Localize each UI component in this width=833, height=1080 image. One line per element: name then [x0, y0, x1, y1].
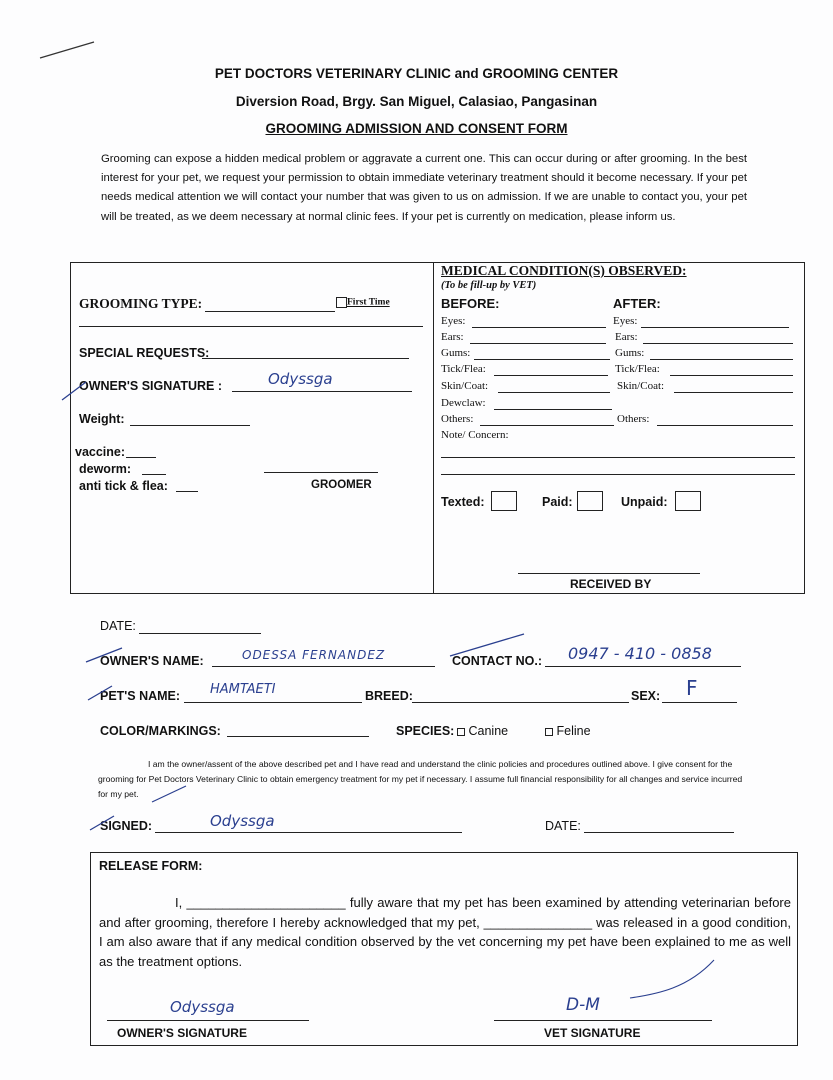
color-markings-field[interactable]	[227, 736, 369, 737]
weight-label: Weight:	[79, 412, 125, 426]
before-field[interactable]	[494, 409, 612, 410]
before-field[interactable]	[480, 425, 614, 426]
after-field[interactable]	[674, 392, 793, 393]
after-field[interactable]	[650, 359, 793, 360]
check-mark	[86, 680, 116, 704]
check-mark	[448, 630, 528, 660]
form-title: GROOMING ADMISSION AND CONSENT FORM	[265, 121, 568, 136]
release-paragraph: I, ______________________ fully aware that my pet has been examined by attending veterinarian before and after grooming, therefore I hereby acknowledged that my pet, _______________ was released in a good condition, I am also aware that if any medical condition observed by the vet concerning my pet have been explained to me as well as the treatment options.	[99, 895, 791, 969]
before-field[interactable]	[494, 375, 608, 376]
sex-field[interactable]	[662, 702, 737, 703]
check-mark	[60, 378, 90, 404]
owner-name-field[interactable]	[212, 666, 435, 667]
grooming-type-label: GROOMING TYPE:	[79, 296, 203, 311]
contact-handwriting: 0947 - 410 - 0858	[568, 644, 712, 663]
deworm-label: deworm:	[79, 462, 132, 476]
release-owner-signature-handwriting: Odyssga	[170, 998, 235, 1016]
owner-signature-field[interactable]	[232, 391, 412, 392]
check-mark	[150, 782, 190, 806]
date-label: DATE:	[100, 619, 136, 633]
consent-paragraph: I am the owner/assent of the above described pet and I have read and understand the clinic policies and procedures outlined above. I give consent for the grooming for Pet Doctors Veterinary Clinic to obtain emergency treatment for my pet if necessary. I assume full financial responsibility for all changes and service incurred for my pet.	[98, 759, 743, 799]
after-label: AFTER:	[613, 296, 661, 311]
before-row: Tick/Flea:	[441, 363, 486, 375]
after-row: Tick/Flea:	[615, 363, 660, 375]
before-field[interactable]	[472, 327, 606, 328]
after-row: Eyes:	[613, 315, 638, 327]
anti-tick-label: anti tick & flea:	[79, 479, 168, 493]
unpaid-label: Unpaid:	[621, 495, 668, 509]
clinic-name: PET DOCTORS VETERINARY CLINIC and GROOMING CENTER	[214, 66, 619, 81]
after-row: Others:	[617, 413, 650, 425]
contact-field[interactable]	[545, 666, 741, 667]
release-owner-signature-field[interactable]	[107, 1020, 309, 1021]
before-field[interactable]	[474, 359, 610, 360]
first-time-option[interactable]	[336, 297, 390, 308]
signed-handwriting: Odyssga	[210, 812, 275, 830]
received-by-field[interactable]	[518, 573, 700, 574]
special-requests-label: SPECIAL REQUESTS:	[79, 346, 210, 360]
sex-handwriting: F	[686, 676, 698, 700]
pet-name-label: PET'S NAME:	[100, 689, 181, 703]
before-row: Gums:	[441, 347, 471, 359]
owner-name-label: OWNER'S NAME:	[100, 654, 204, 668]
release-title: RELEASE FORM:	[99, 859, 203, 873]
breed-field[interactable]	[412, 702, 629, 703]
texted-label: Texted:	[441, 495, 485, 509]
before-field[interactable]	[470, 343, 606, 344]
before-label: BEFORE:	[441, 296, 500, 311]
owner-name-handwriting: ODESSA FERNANDEZ	[242, 648, 386, 662]
vet-signature-handwriting: D-M	[566, 995, 600, 1015]
weight-field[interactable]	[130, 425, 250, 426]
after-field[interactable]	[670, 375, 793, 376]
deworm-field[interactable]	[142, 474, 166, 475]
owner-signature-handwriting: Odyssga	[268, 370, 333, 388]
vet-signature-field[interactable]	[494, 1020, 712, 1021]
note-field[interactable]	[441, 457, 795, 458]
before-row: Dewclaw:	[441, 397, 486, 409]
pet-name-field[interactable]	[184, 702, 362, 703]
first-time-label: First Time	[347, 297, 390, 308]
intro-paragraph: Grooming can expose a hidden medical problem or aggravate a current one. This can occur during or after grooming. In the best interest for your pet, we request your permission to obtain immediate veterinary treatment should it become necessary. If your pet needs medical attention we will contact your number that was given to us on admission. If we are unable to contact you, your pet will be treated, as we deem necessary at normal clinic fees. If your pet is currently on medication, please inform us.	[101, 153, 747, 223]
after-row: Gums:	[615, 347, 645, 359]
date-field[interactable]	[139, 633, 261, 634]
signed-field[interactable]	[155, 832, 462, 833]
note-field[interactable]	[441, 474, 795, 475]
before-row: Ears:	[441, 331, 464, 343]
pen-mark	[38, 38, 98, 62]
note-concern-label: Note/ Concern:	[441, 429, 509, 441]
after-row: Skin/Coat:	[617, 380, 665, 392]
sex-label: SEX:	[631, 689, 661, 703]
check-mark	[88, 810, 118, 834]
before-row: Skin/Coat:	[441, 380, 489, 392]
signed-date-field[interactable]	[584, 832, 734, 833]
before-row: Others:	[441, 413, 474, 425]
release-owner-signature-label: OWNER'S SIGNATURE	[117, 1026, 247, 1040]
contact-label: CONTACT NO.:	[452, 654, 543, 668]
paid-checkbox[interactable]	[577, 491, 603, 511]
special-requests-field[interactable]	[202, 358, 409, 359]
column-divider	[433, 262, 434, 593]
after-field[interactable]	[641, 327, 789, 328]
after-field[interactable]	[643, 343, 793, 344]
signed-label: SIGNED:	[100, 819, 153, 833]
groomer-signature-field[interactable]	[264, 472, 378, 473]
anti-tick-field[interactable]	[176, 491, 198, 492]
canine-label: Canine	[468, 724, 509, 738]
vaccine-label: vaccine:	[75, 445, 126, 459]
canine-checkbox[interactable]	[457, 728, 465, 736]
medical-subtitle: (To be fill-up by VET)	[441, 280, 537, 291]
clinic-address: Diversion Road, Brgy. San Miguel, Calasiao, Pangasinan	[235, 94, 598, 109]
before-row: Eyes:	[441, 315, 466, 327]
paid-label: Paid:	[542, 495, 573, 509]
color-markings-label: COLOR/MARKINGS:	[100, 724, 221, 738]
grooming-type-field-2[interactable]	[79, 326, 423, 327]
vet-signature-stroke	[628, 958, 718, 1002]
after-row: Ears:	[615, 331, 638, 343]
vaccine-field[interactable]	[126, 457, 156, 458]
owner-signature-label: OWNER'S SIGNATURE :	[79, 379, 223, 393]
unpaid-checkbox[interactable]	[675, 491, 701, 511]
breed-label: BREED:	[365, 689, 413, 703]
species-canine-option[interactable]	[457, 724, 508, 738]
species-feline-option[interactable]	[545, 724, 591, 738]
texted-checkbox[interactable]	[491, 491, 517, 511]
pet-name-handwriting: HAMTAETI	[210, 682, 276, 697]
first-time-checkbox[interactable]	[336, 297, 347, 308]
check-mark	[84, 644, 124, 668]
grooming-type-field[interactable]	[205, 311, 335, 312]
medical-title: MEDICAL CONDITION(S) OBSERVED:	[441, 263, 687, 278]
before-field[interactable]	[498, 392, 610, 393]
species-label: SPECIES:	[396, 724, 455, 738]
signed-date-label: DATE:	[545, 819, 581, 833]
groomer-label: GROOMER	[311, 479, 372, 491]
vet-signature-label: VET SIGNATURE	[544, 1026, 641, 1040]
feline-label: Feline	[556, 724, 591, 738]
after-field[interactable]	[657, 425, 793, 426]
received-by-label: RECEIVED BY	[570, 577, 652, 591]
feline-checkbox[interactable]	[545, 728, 553, 736]
